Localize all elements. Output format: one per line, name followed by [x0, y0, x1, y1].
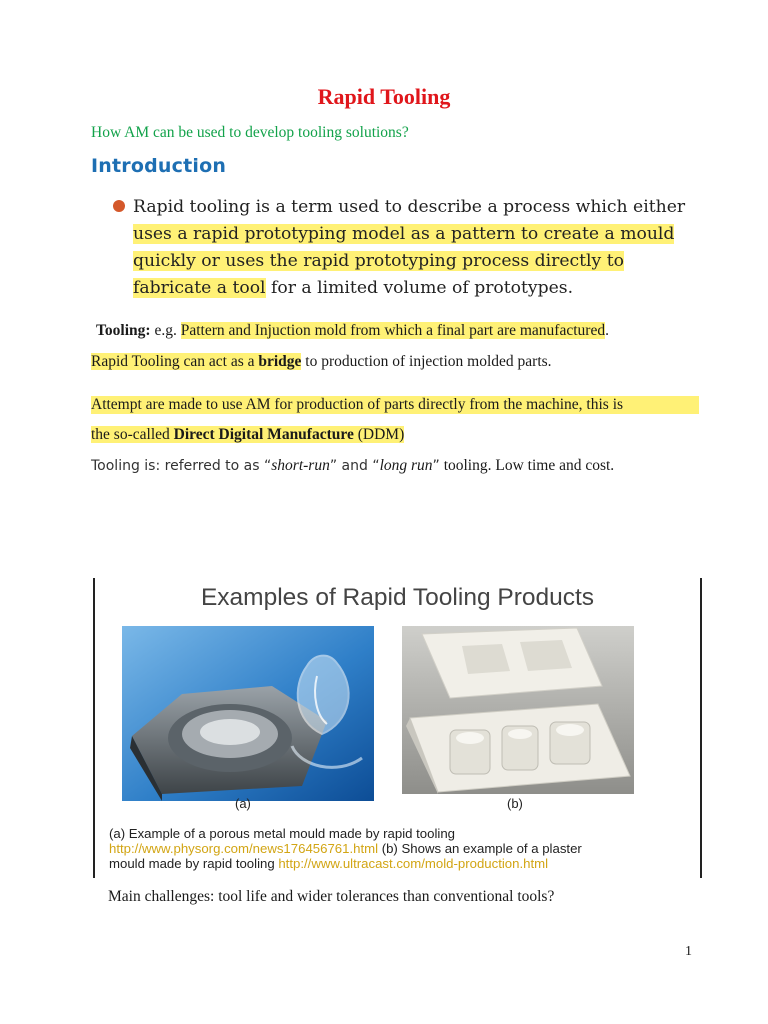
tooling-highlight: Pattern and Injuction mold from which a final part are manufactured [180, 322, 606, 339]
plaster-mould-image [402, 626, 634, 794]
tooling-end: . [605, 322, 609, 339]
bullet-paragraph [133, 194, 693, 302]
long-run-term: long run [379, 457, 433, 474]
subtitle: How AM can be used to develop tooling solutions? [91, 124, 409, 141]
page-title: Rapid Tooling [317, 84, 451, 109]
tooling-line [96, 322, 609, 340]
bullet-highlight: uses a rapid prototyping model as a pattern to create a mould quickly or uses the rapid prototyping process directly to fabricate a tool [133, 224, 675, 298]
figure-caption [109, 826, 689, 871]
physorg-link[interactable]: http://www.physorg.com/news176456761.html [109, 841, 379, 856]
figure-panel [93, 578, 702, 878]
caption-line-2: (b) Shows an example of a plaster [378, 841, 582, 856]
short-run-and: ” and “ [329, 458, 380, 474]
figure-label-b: (b) [507, 796, 523, 811]
ddm-suffix: (DDM) [353, 426, 405, 443]
bridge-word: bridge [258, 353, 302, 370]
page-number: 1 [685, 944, 692, 959]
bridge-highlight: Rapid Tooling can act as a [91, 353, 259, 370]
ddm-term: Direct Digital Manufacture [173, 426, 354, 443]
bullet-text-end: for a limited volume of prototypes. [265, 278, 574, 298]
bullet-text-start: Rapid tooling is a term used to describe a process which either [133, 197, 686, 217]
tooling-eg: e.g. [150, 322, 181, 339]
challenges-text: Main challenges: tool life and wider tolerances than conventional tools? [108, 888, 555, 905]
long-run-close: ” [432, 458, 440, 474]
tooling-label: Tooling: [96, 322, 151, 339]
ddm-prefix: the so-called [91, 426, 174, 443]
figure-title: Examples of Rapid Tooling Products [200, 584, 595, 611]
bullet-dot-icon [113, 200, 125, 212]
caption-line-1: (a) Example of a porous metal mould made by rapid tooling [109, 826, 455, 841]
ultracast-link[interactable]: http://www.ultracast.com/mold-production.html [278, 856, 549, 871]
short-run-term: short-run [271, 457, 330, 474]
short-run-line [91, 457, 614, 475]
short-run-prefix: Tooling is: referred to as “ [91, 458, 272, 474]
bridge-rest: to production of injection molded parts. [301, 353, 552, 370]
bridge-line [91, 353, 552, 371]
caption-line-3: mould made by rapid tooling [109, 856, 279, 871]
short-run-suffix: tooling. Low time and cost. [439, 457, 615, 474]
section-heading: Introduction [91, 155, 227, 177]
figure-label-a: (a) [235, 796, 251, 811]
ddm-line-2 [91, 426, 404, 444]
porous-metal-mould-image [122, 626, 374, 801]
ddm-line-1: Attempt are made to use AM for production of parts directly from the machine, this is [91, 396, 699, 414]
